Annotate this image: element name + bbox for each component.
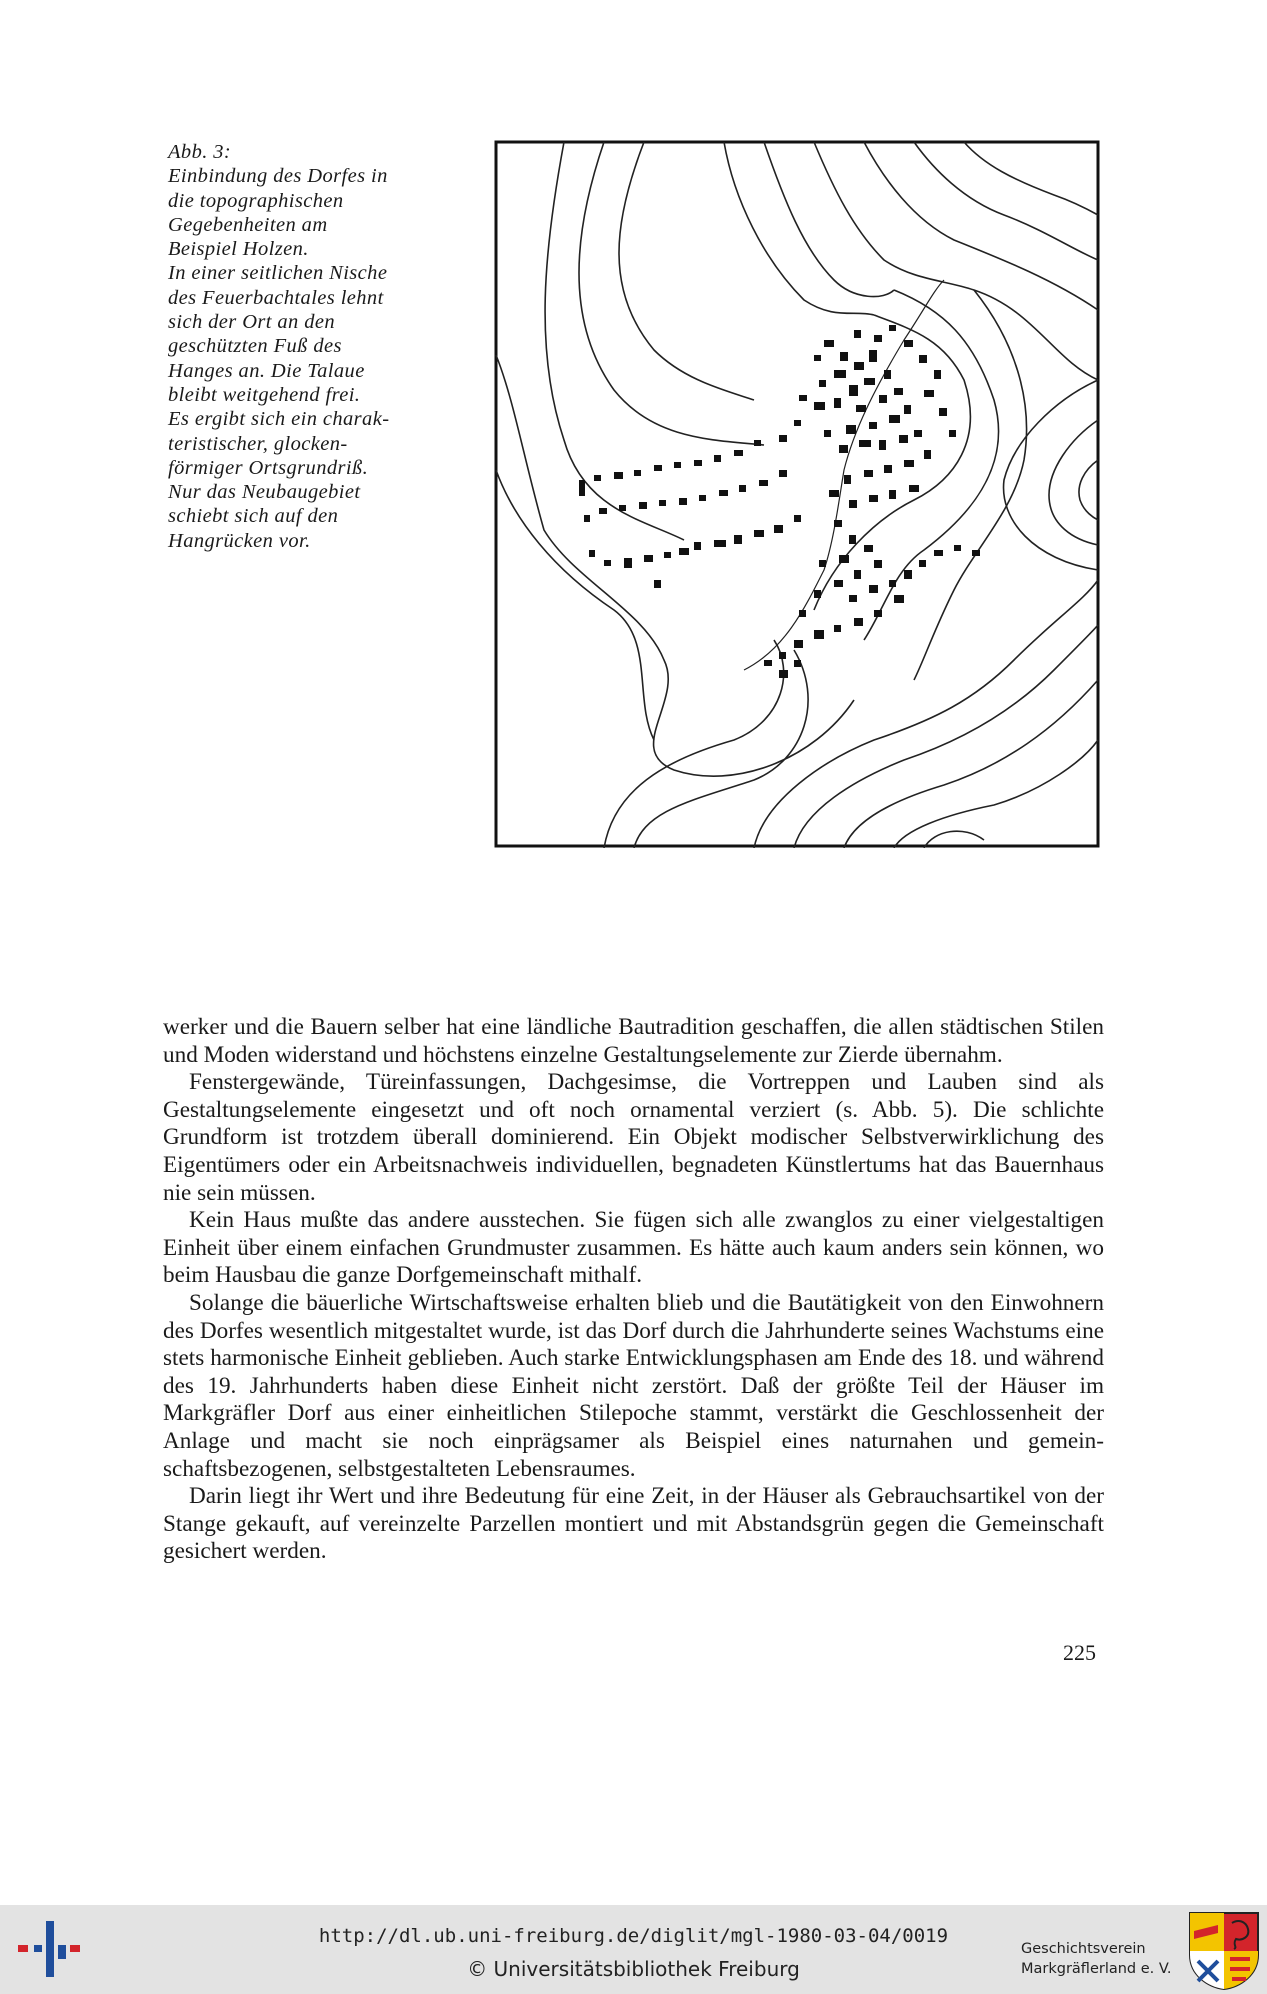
body-paragraph: Solange die bäuerliche Wirtschaftsweise erhalten blieb und die Bautätigkeit von den Einwohnern des Dorfes wesentlich mitgestaltet wurde, ist das Dorf durch die Jahrhunderte seines Wachstums eine stets harmonische Einheit geblieben. Auch starke Entwicklungsphasen am Ende des 18. und während des 19. Jahrhunderts haben diese Einheit nicht zerstört. Daß der größte Teil der Häuser im Markgräfler Dorf aus einer einheitlichen Stilepoche stammt, verstärkt die Geschlossenheit der Anlage und macht sie noch einprägsamer als Beispiel eines naturnahen und gemeinschaftsbezogenen, selbstgestalteten Lebensraumes.	[163, 1289, 1104, 1482]
body-paragraph: Fenstergewände, Türeinfassungen, Dachgesimse, die Vortreppen und Lauben sind als Gestaltungselemente eingesetzt und oft noch ornamental verziert (s. Abb. 5). Die schlichte Grundform ist trotzdem überall dominierend. Ein Objekt modischer Selbstverwirklichung des Eigentümers oder ein Arbeitsnachweis individuellen, begnadeten Künstlertums hat das Bauernhaus nie sein müssen.	[163, 1069, 1104, 1206]
caption-line: Beispiel Holzen.	[168, 238, 309, 261]
caption-line: In einer seitlichen Nische	[168, 262, 388, 285]
body-paragraph: Kein Haus mußte das andere ausstechen. Sie fügen sich alle zwanglos zu einer vielgestaltigen Einheit über einem einfachen Grundmuster zusammen. Es hätte auch kaum anders sein können, wo beim Hausbau die ganze Dorfgemeinschaft mithalf.	[163, 1207, 1104, 1289]
body-paragraph: Darin liegt ihr Wert und ihre Bedeutung für eine Zeit, in der Häuser als Gebrauchsartikel von der Stange gekauft, auf vereinzelte Parzellen montiert und mit Abstandsgrün gegen die Gemeinschaft gesichert werden.	[163, 1483, 1104, 1565]
caption-line: förmiger Ortsgrundriß.	[168, 456, 369, 479]
body-paragraph: werker und die Bauern selber hat eine ländliche Bautradition geschaffen, die allen städtischen Stilen und Moden widerstand und höchstens einzelne Gestaltungselemente zur Zierde übernahm.	[163, 1014, 1104, 1068]
caption-line: schiebt sich auf den	[168, 505, 339, 528]
coat-of-arms-icon	[1188, 1911, 1260, 1991]
caption-line: Nur das Neubaugebiet	[168, 481, 361, 504]
caption-line: Einbindung des Dorfes in	[168, 165, 388, 188]
caption-line: sich der Ort an den	[168, 311, 336, 334]
society-name-line: Geschichtsverein	[1021, 1941, 1146, 1957]
society-name	[1021, 1939, 1172, 1979]
caption-line: Abb. 3:	[168, 141, 232, 163]
caption-line: Hangrücken vor.	[168, 529, 311, 552]
body-text	[163, 1014, 1104, 1566]
topographic-map-figure	[494, 140, 1100, 848]
page-number: 225	[1063, 1640, 1096, 1665]
footer-bar	[0, 1905, 1267, 1994]
caption-line: die topographischen	[168, 189, 344, 212]
caption-line: Es ergibt sich ein charak-	[168, 408, 390, 431]
society-name-line: Markgräflerland e. V.	[1021, 1961, 1172, 1977]
caption-line: teristischer, glocken-	[168, 432, 348, 455]
caption-line: geschützten Fuß des	[168, 335, 342, 358]
topographic-map-drawing	[494, 140, 1100, 848]
library-copyright-link[interactable]: © Universitätsbibliothek Freiburg	[467, 1957, 800, 1981]
figure-caption	[168, 140, 458, 553]
document-url-link[interactable]: http://dl.ub.uni-freiburg.de/diglit/mgl-1980-03-04/0019	[318, 1925, 949, 1947]
caption-line: bleibt weitgehend frei.	[168, 383, 361, 406]
caption-line: Hanges an. Die Talaue	[168, 359, 365, 382]
caption-line: Gegebenheiten am	[168, 213, 328, 236]
caption-line: des Feuerbachtales lehnt	[168, 286, 384, 309]
